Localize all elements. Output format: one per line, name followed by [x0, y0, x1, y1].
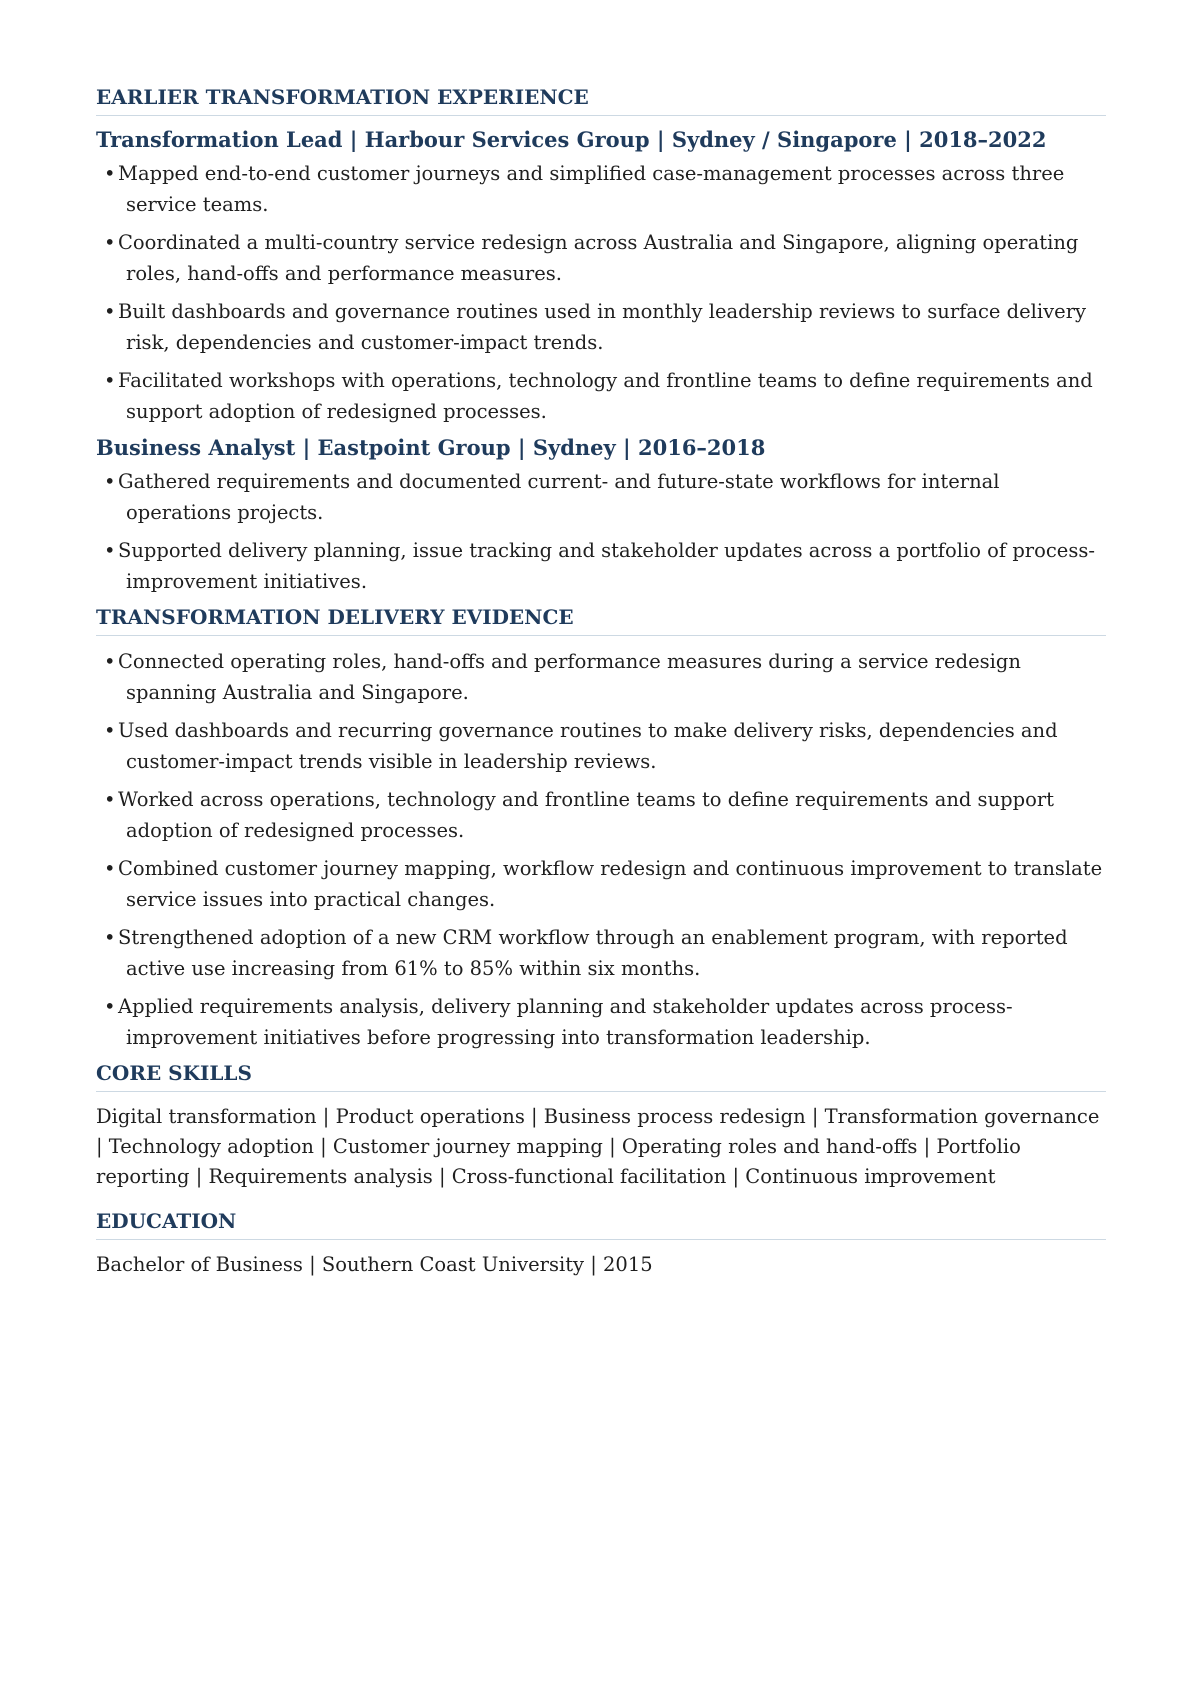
list-item: • Facilitated workshops with operations, technology and frontline teams to define requirements and support adoption of redesigned processes.: [104, 369, 1093, 423]
job-bullets-transformation-lead: [96, 158, 1106, 427]
list-item: • Coordinated a multi-country service redesign across Australia and Singapore, aligning operating roles, hand-offs and performance measures.: [104, 231, 1079, 285]
core-skills-text: Digital transformation | Product operations | Business process redesign | Transformation governance | Technology adoption | Customer journey mapping | Operating roles and hand-offs | Portfolio reporting | Requirements analysis | Cross-functional facilitation | Continuous improvement: [96, 1105, 1100, 1188]
list-item: • Supported delivery planning, issue tracking and stakeholder updates across a portfolio of process-improvement initiatives.: [104, 539, 1095, 593]
education-heading: EDUCATION: [96, 1208, 1106, 1240]
core-skills-heading: CORE SKILLS: [96, 1060, 1106, 1092]
earlier-experience-heading: EARLIER TRANSFORMATION EXPERIENCE: [96, 84, 1106, 116]
list-item: • Built dashboards and governance routines used in monthly leadership reviews to surface delivery risk, dependencies and customer-impact trends.: [104, 300, 1087, 354]
list-item: • Worked across operations, technology and frontline teams to define requirements and support adoption of redesigned processes.: [104, 788, 1054, 842]
list-item: • Used dashboards and recurring governance routines to make delivery risks, dependencies and customer-impact trends visible in leadership reviews.: [104, 719, 1058, 773]
job-title-transformation-lead: Transformation Lead | Harbour Services Group | Sydney / Singapore | 2018–2022: [96, 127, 1047, 152]
list-item: • Applied requirements analysis, delivery planning and stakeholder updates across process-improvement initiatives before progressing into transformation leadership.: [104, 995, 1013, 1049]
list-item: • Combined customer journey mapping, workflow redesign and continuous improvement to translate service issues into practical changes.: [104, 857, 1103, 911]
list-item: • Connected operating roles, hand-offs and performance measures during a service redesign spanning Australia and Singapore.: [104, 650, 1021, 704]
list-item: • Strengthened adoption of a new CRM workflow through an enablement program, with reported active use increasing from 61% to 85% within six months.: [104, 926, 1068, 980]
education-text: Bachelor of Business | Southern Coast University | 2015: [96, 1253, 653, 1276]
job-title-business-analyst: Business Analyst | Eastpoint Group | Sydney | 2016–2018: [96, 435, 766, 460]
list-item: • Gathered requirements and documented current- and future-state workflows for internal operations projects.: [104, 470, 1000, 524]
resume-page: [96, 84, 1106, 1280]
delivery-evidence-heading: TRANSFORMATION DELIVERY EVIDENCE: [96, 604, 1106, 636]
job-bullets-business-analyst: [96, 466, 1106, 597]
list-item: • Mapped end-to-end customer journeys and simplified case-management processes across three service teams.: [104, 162, 1065, 216]
evidence-bullets: [96, 646, 1106, 1053]
